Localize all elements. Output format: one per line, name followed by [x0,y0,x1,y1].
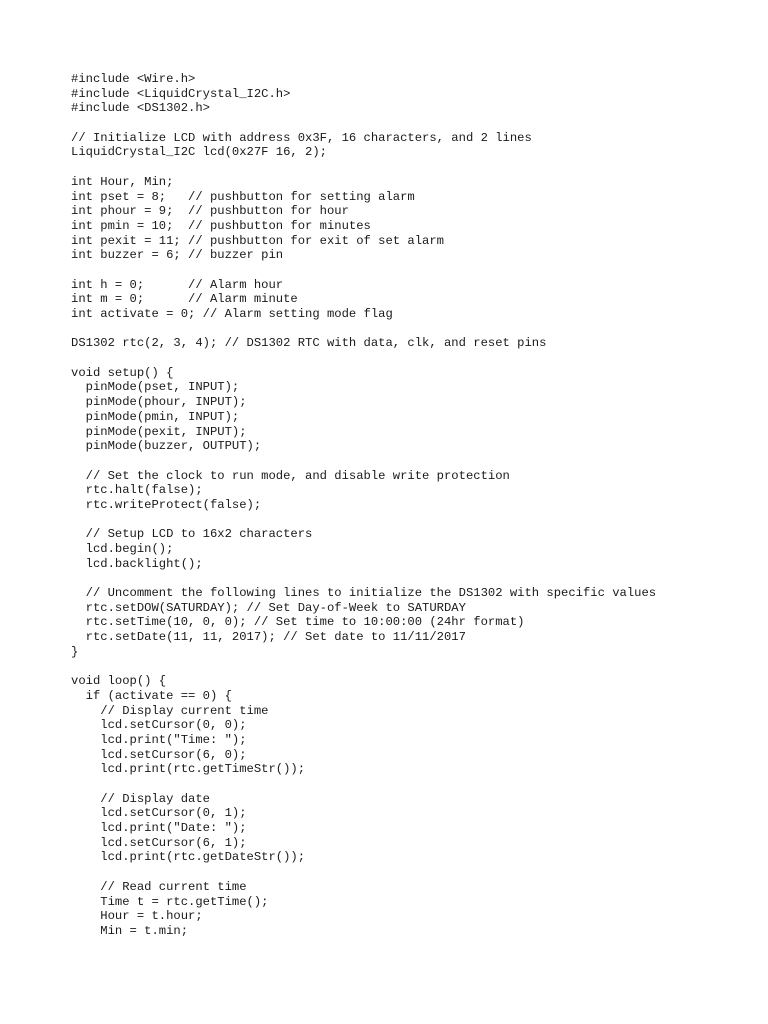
code-line: int pmin = 10; // pushbutton for minutes [71,218,371,233]
code-line [71,660,751,675]
code-line: lcd.setCursor(0, 1); [71,806,247,821]
code-line: pinMode(phour, INPUT); [71,395,247,410]
code-line: DS1302 rtc(2, 3, 4); // DS1302 RTC with data, clk, and reset pins [71,336,547,351]
code-line [71,454,751,469]
code-line: Min = t.min; [71,923,189,938]
code-line: // Read current time [71,879,247,894]
code-line: if (activate == 0) { [71,688,232,703]
code-line: LiquidCrystal_I2C lcd(0x27F 16, 2); [71,145,327,160]
code-line [71,351,751,366]
code-line: int activate = 0; // Alarm setting mode flag [71,307,393,321]
code-line: int Hour, Min; [71,174,174,189]
code-line: } [71,644,79,659]
code-line: rtc.halt(false); [71,483,203,498]
code-line [71,571,751,586]
code-line: int h = 0; // Alarm hour [71,277,284,292]
code-line [71,116,751,131]
code-line: // Set the clock to run mode, and disable write protection [71,468,510,483]
code-line [71,263,751,278]
code-line: pinMode(pmin, INPUT); [71,409,240,424]
code-line: int pset = 8; // pushbutton for setting alarm [71,189,415,204]
code-line: lcd.setCursor(6, 1); [71,835,247,850]
code-line: lcd.print("Time: "); [71,732,247,747]
code-line: rtc.setDOW(SATURDAY); // Set Day-of-Week to SATURDAY [71,600,466,615]
code-line: rtc.writeProtect(false); [71,497,262,512]
code-line: int phour = 9; // pushbutton for hour [71,204,349,219]
code-line: int m = 0; // Alarm minute [71,292,298,307]
code-line: int buzzer = 6; // buzzer pin [71,248,284,263]
code-line: rtc.setDate(11, 11, 2017); // Set date to 11/11/2017 [71,630,466,645]
code-line: lcd.print("Date: "); [71,821,247,836]
code-line: lcd.print(rtc.getDateStr()); [71,850,306,865]
code-line: // Setup LCD to 16x2 characters [71,527,313,542]
code-line: lcd.print(rtc.getTimeStr()); [71,762,306,777]
code-line: // Initialize LCD with address 0x3F, 16 characters, and 2 lines [71,130,532,145]
code-line: #include <Wire.h> [71,72,196,86]
code-line: Hour = t.hour; [71,909,203,924]
code-line: // Display current time [71,703,269,718]
code-line [71,322,751,337]
code-line: lcd.setCursor(6, 0); [71,747,247,762]
code-line [71,160,751,175]
code-line: // Uncomment the following lines to initialize the DS1302 with specific values [71,586,657,601]
code-line: pinMode(pset, INPUT); [71,380,240,395]
code-line [71,513,751,528]
code-line: void loop() { [71,674,167,689]
code-line: Time t = rtc.getTime(); [71,894,269,909]
code-line: #include <DS1302.h> [71,101,210,116]
code-line: pinMode(buzzer, OUTPUT); [71,439,262,454]
code-line: lcd.begin(); [71,542,174,556]
code-line: int pexit = 11; // pushbutton for exit of set alarm [71,233,444,248]
code-line: pinMode(pexit, INPUT); [71,424,247,439]
code-line: lcd.setCursor(0, 0); [71,718,247,733]
code-line: rtc.setTime(10, 0, 0); // Set time to 10:00:00 (24hr format) [71,615,525,630]
code-line [71,777,751,792]
code-line [71,865,751,880]
code-listing [71,72,751,939]
code-line: #include <LiquidCrystal_I2C.h> [71,86,291,101]
code-line: void setup() { [71,365,174,380]
code-line: // Display date [71,791,210,806]
code-line: lcd.backlight(); [71,556,203,571]
